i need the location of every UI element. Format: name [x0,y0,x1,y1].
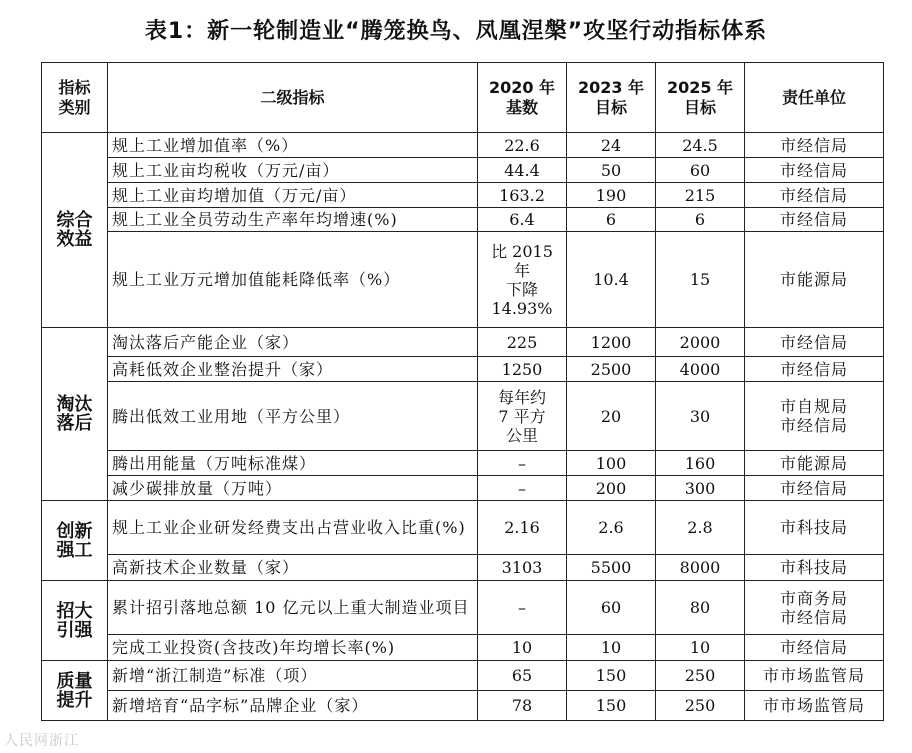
responsible-unit [745,328,884,357]
value-2023: 200 [567,476,656,501]
indicator-name: 累计招引落地总额 10 亿元以上重大制造业项目 [108,581,478,635]
category-label: 质量 [56,670,93,692]
value-2020-line: 22.6 [504,135,540,155]
value-2023: 6 [567,208,656,232]
responsible-unit-line: 市经信局 [779,638,848,657]
value-2020-line: – [518,478,526,498]
responsible-unit [745,232,884,328]
value-2020-line: 10 [511,638,533,657]
value-2020-line: – [518,453,526,473]
value-2020 [478,451,567,476]
table-row [42,133,884,158]
category-cell [42,501,108,581]
indicator-name: 腾出用能量（万吨标准煤） [108,451,478,476]
indicator-name: 减少碳排放量（万吨） [108,476,478,501]
value-2025: 300 [656,476,745,501]
value-2020 [478,691,567,721]
header-indicator: 二级指标 [108,63,478,133]
value-2020 [478,635,567,661]
category-cell [42,661,108,721]
value-2020 [478,158,567,183]
value-2023: 5500 [567,555,656,581]
header-2023 [567,63,656,133]
table-row [42,183,884,208]
value-2023: 190 [567,183,656,208]
table-row [42,691,884,721]
value-2025: 6 [656,208,745,232]
category-cell [42,581,108,661]
responsible-unit [745,357,884,382]
header-2020 [478,63,567,133]
responsible-unit-line: 市经信局 [779,135,848,155]
responsible-unit [745,635,884,661]
responsible-unit-line: 市能源局 [779,453,848,473]
value-2020-line: 每年约 [497,387,546,407]
responsible-unit-line: 市经信局 [779,416,848,435]
value-2025: 10 [656,635,745,661]
value-2020-line: 3103 [501,558,543,577]
responsible-unit-line: 市经信局 [779,185,848,205]
value-2025: 8000 [656,555,745,581]
header-2023-line2: 目标 [594,97,627,117]
indicator-name: 新增“浙江制造”标准（项） [108,661,478,691]
value-2020 [478,183,567,208]
value-2020 [478,133,567,158]
responsible-unit [745,691,884,721]
value-2025: 2.8 [656,501,745,555]
table-row [42,476,884,501]
table-row [42,501,884,555]
table-row [42,158,884,183]
category-label: 淘汰 [56,394,93,415]
value-2020-line: 下降 [505,279,538,299]
responsible-unit [745,661,884,691]
category-label: 创新 [56,520,93,542]
value-2023: 100 [567,451,656,476]
header-category-line2: 类别 [58,97,91,117]
indicator-name: 完成工业投资(含技改)年均增长率(%) [108,635,478,661]
value-2020-line: 65 [511,666,533,685]
value-2025: 250 [656,691,745,721]
value-2023: 10 [567,635,656,661]
table-row [42,635,884,661]
responsible-unit [745,133,884,158]
value-2020 [478,501,567,555]
indicator-name: 规上工业万元增加值能耗降低率（%） [108,232,478,328]
header-2025 [656,63,745,133]
value-2025: 2000 [656,328,745,357]
indicator-name: 规上工业亩均税收（万元/亩） [108,158,478,183]
responsible-unit [745,183,884,208]
table-row [42,451,884,476]
responsible-unit [745,501,884,555]
table-row [42,555,884,581]
value-2023: 2.6 [567,501,656,555]
value-2025: 4000 [656,357,745,382]
value-2020-line: 年 [513,260,530,280]
header-2023-line1: 2023 年 [577,77,645,97]
responsible-unit-line: 市经信局 [779,160,848,180]
responsible-unit-line: 市自规局 [779,397,848,416]
category-label: 招大 [56,600,93,622]
value-2020-line: 44.4 [504,160,540,180]
value-2025: 80 [656,581,745,635]
indicator-name: 高新技术企业数量（家） [108,555,478,581]
value-2020 [478,328,567,357]
category-label: 落后 [56,413,93,434]
value-2020 [478,581,567,635]
value-2025: 15 [656,232,745,328]
category-label: 提升 [56,689,93,711]
value-2020-line: 1250 [501,359,543,379]
table-row [42,581,884,635]
value-2020-line: 2.16 [504,518,540,537]
value-2025: 160 [656,451,745,476]
indicator-name: 规上工业增加值率（%） [108,133,478,158]
responsible-unit-line: 市商务局 [779,588,848,608]
responsible-unit-line: 市科技局 [779,518,848,537]
table-body [42,133,884,721]
value-2025: 60 [656,158,745,183]
indicator-name: 新增培育“品字标”品牌企业（家） [108,691,478,721]
responsible-unit [745,581,884,635]
responsible-unit-line: 市能源局 [779,270,848,289]
responsible-unit-line: 市经信局 [779,359,848,379]
table-row [42,382,884,451]
category-label: 效益 [56,229,93,250]
value-2023: 150 [567,661,656,691]
value-2020-line: 7 平方 [498,406,546,426]
value-2020-line: 6.4 [509,210,535,229]
header-category [42,63,108,133]
table-row [42,232,884,328]
value-2020-line: 163.2 [499,185,545,205]
responsible-unit-line: 市经信局 [779,607,848,627]
category-label: 强工 [56,539,93,561]
value-2020-line: 公里 [505,425,538,445]
value-2020 [478,555,567,581]
value-2020 [478,232,567,328]
responsible-unit [745,208,884,232]
responsible-unit-line: 市经信局 [779,478,848,498]
value-2020-line: 比 2015 [491,241,553,261]
indicator-name: 高耗低效企业整治提升（家） [108,357,478,382]
value-2023: 10.4 [567,232,656,328]
header-unit: 责任单位 [745,63,884,133]
indicator-name: 规上工业全员劳动生产率年均增速(%) [108,208,478,232]
indicator-name: 淘汰落后产能企业（家） [108,328,478,357]
value-2023: 1200 [567,328,656,357]
indicator-table [41,62,884,721]
indicator-name: 规上工业亩均增加值（万元/亩） [108,183,478,208]
responsible-unit-line: 市经信局 [779,332,848,352]
indicator-name: 腾出低效工业用地（平方公里） [108,382,478,451]
value-2025: 215 [656,183,745,208]
value-2023: 20 [567,382,656,451]
value-2020 [478,661,567,691]
value-2020 [478,476,567,501]
category-cell [42,328,108,501]
table-row [42,328,884,357]
responsible-unit [745,476,884,501]
header-row [42,63,884,133]
value-2020-line: 225 [506,332,538,352]
watermark: 人民网浙江 [4,733,79,749]
value-2025: 250 [656,661,745,691]
category-cell [42,133,108,328]
table-title: 表1：新一轮制造业“腾笼换鸟、凤凰涅槃”攻坚行动指标体系 [144,19,768,44]
value-2020-line: – [518,598,526,617]
value-2023: 2500 [567,357,656,382]
table-row [42,208,884,232]
value-2020 [478,357,567,382]
value-2023: 24 [567,133,656,158]
value-2023: 60 [567,581,656,635]
category-label: 引强 [56,619,93,641]
header-category-line1: 指标 [58,77,91,97]
table-row [42,661,884,691]
table-row [42,357,884,382]
responsible-unit [745,158,884,183]
value-2020-line: 78 [511,696,533,715]
value-2020-line: 14.93% [491,298,553,318]
responsible-unit [745,451,884,476]
category-label: 综合 [56,210,93,231]
responsible-unit [745,555,884,581]
responsible-unit-line: 市科技局 [779,558,848,577]
header-2025-line2: 目标 [683,97,716,117]
header-2025-line1: 2025 年 [666,77,734,97]
header-2020-line1: 2020 年 [488,77,556,97]
responsible-unit-line: 市市场监管局 [762,696,865,715]
value-2023: 50 [567,158,656,183]
responsible-unit-line: 市市场监管局 [762,666,865,685]
header-2020-line2: 基数 [505,97,538,117]
value-2025: 24.5 [656,133,745,158]
value-2020 [478,382,567,451]
value-2023: 150 [567,691,656,721]
responsible-unit-line: 市经信局 [779,210,848,229]
value-2025: 30 [656,382,745,451]
responsible-unit [745,382,884,451]
indicator-name: 规上工业企业研发经费支出占营业收入比重(%) [108,501,478,555]
value-2020 [478,208,567,232]
